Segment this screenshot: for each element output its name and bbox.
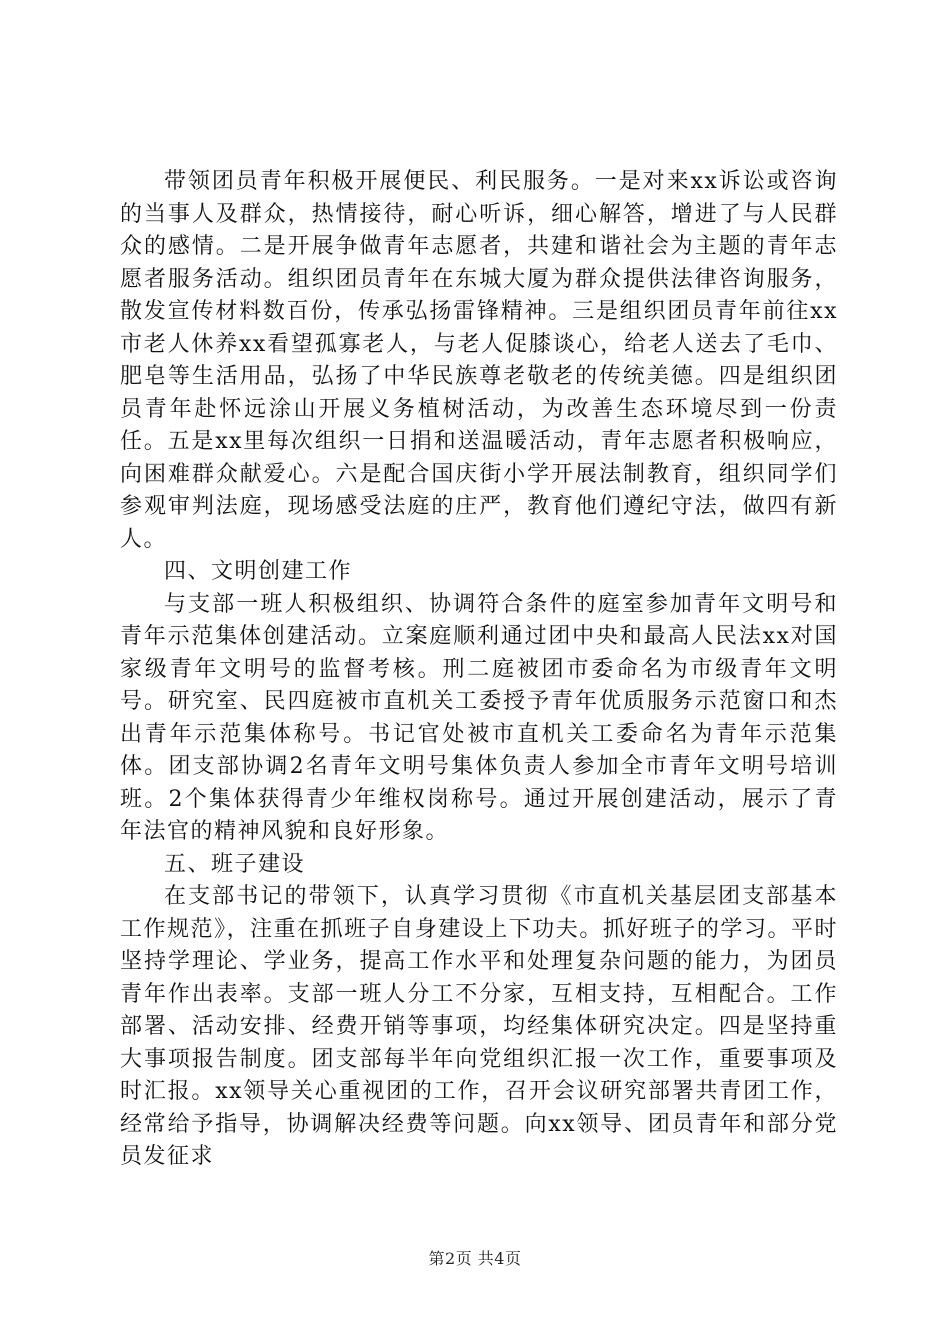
section-heading-team-building: 五、班子建设 bbox=[164, 851, 306, 877]
page-footer: 第2页 共4页 bbox=[428, 1249, 522, 1268]
document-body bbox=[120, 166, 838, 1174]
section-heading-civilization: 四、文明创建工作 bbox=[164, 559, 353, 584]
paragraph-volunteer-services: 带领团员青年积极开展便民、利民服务。一是对来xx诉讼或咨询的当事人及群众，热情接待，耐心听诉，细心解答，增进了与人民群众的感情。二是开展争做青年志愿者，共建和谐社会为主题的青年志愿者服务活动。组织团员青年在东城大厦为群众提供法律咨询服务，散发宣传材料数百份，传承弘扬雷锋精神。三是组织团员青年前往xx市老人休养xx看望孤寡老人，与老人促膝谈心，给老人送去了毛巾、肥皂等生活用品，弘扬了中华民族尊老敬老的传统美德。四是组织团员青年赴怀远涂山开展义务植树活动，为改善生态环境尽到一份责任。五是xx里每次组织一日捐和送温暖活动，青年志愿者积极响应，向困难群众献爱心。六是配合国庆街小学开展法制教育，组织同学们参观审判法庭，现场感受法庭的庄严，教育他们遵纪守法，做四有新人。 bbox=[120, 169, 838, 552]
paragraph-civilization-work: 与支部一班人积极组织、协调符合条件的庭室参加青年文明号和青年示范集体创建活动。立案庭顺利通过团中央和最高人民法xx对国家级青年文明号的监督考核。刑二庭被团市委命名为市级青年文明号。研究室、民四庭被市直机关工委授予青年优质服务示范窗口和杰出青年示范集体称号。书记官处被市直机关工委命名为青年示范集体。团支部协调2名青年文明号集体负责人参加全市青年文明号培训班。2个集体获得青少年维权岗称号。通过开展创建活动，展示了青年法官的精神风貌和良好形象。 bbox=[120, 591, 838, 844]
paragraph-team-building: 在支部书记的带领下，认真学习贯彻《市直机关基层团支部基本工作规范》，注重在抓班子自身建设上下功夫。抓好班子的学习。平时坚持学理论、学业务，提高工作水平和处理复杂问题的能力，为团员青年作出表率。支部一班人分工不分家，互相支持，互相配合。工作部署、活动安排、经费开销等事项，均经集体研究决定。四是坚持重大事项报告制度。团支部每半年向党组织汇报一次工作，重要事项及时汇报。xx领导关心重视团的工作，召开会议研究部署共青团工作，经常给予指导，协调解决经费等问题。向xx领导、团员青年和部分党员发征求 bbox=[120, 884, 838, 1169]
